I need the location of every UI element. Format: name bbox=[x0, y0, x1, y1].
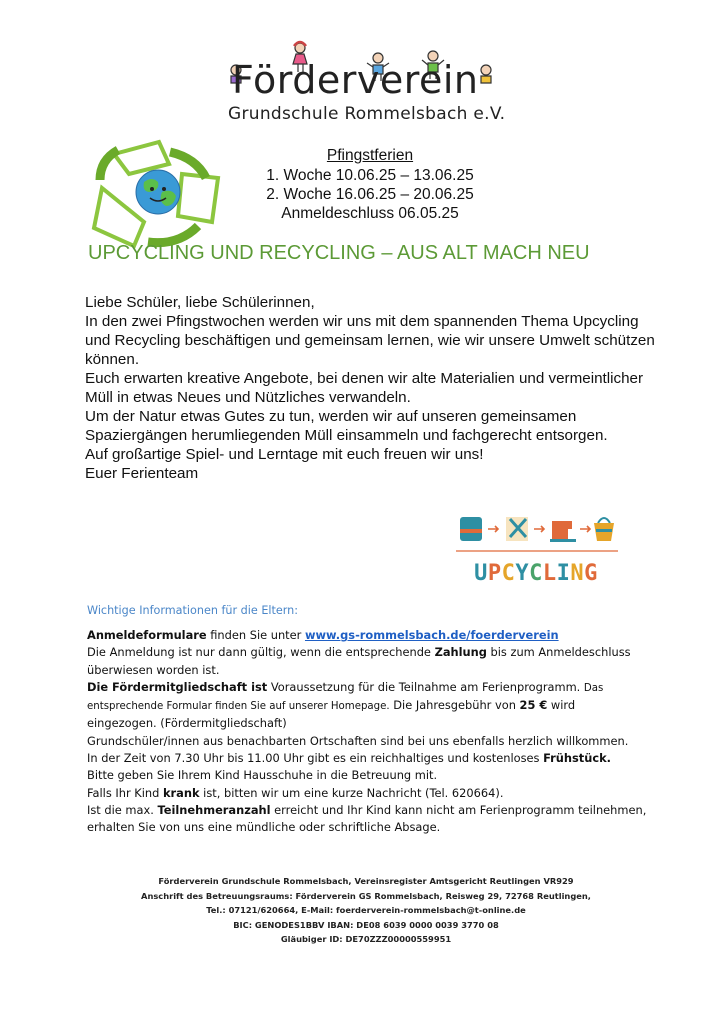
upcycling-letter: I bbox=[556, 561, 571, 586]
logo-title: Förderverein bbox=[232, 58, 479, 102]
letter-paragraph: Auf großartige Spiel- und Lerntage mit euch freuen wir uns! bbox=[85, 446, 484, 463]
footer-line: BIC: GENODES1BBV IBAN: DE08 6039 0000 0039 3770 08 bbox=[233, 919, 499, 930]
footer-line: Anschrift des Betreuungsraums: Förderverein GS Rommelsbach, Reisweg 29, 72768 Reutlingen, bbox=[141, 890, 591, 901]
info-line-neighbors: Grundschüler/innen aus benachbarten Ortschaften sind bei uns ebenfalls herzlich willkommen. bbox=[87, 733, 629, 748]
footer-line: Gläubiger ID: DE70ZZZ00000559951 bbox=[280, 934, 452, 945]
info-line-slippers: Bitte geben Sie Ihrem Kind Hausschuhe in die Betreuung mit. bbox=[87, 768, 438, 783]
sewing-machine-icon bbox=[550, 521, 576, 542]
upcycling-letter: P bbox=[487, 561, 502, 586]
info-line-registration: Anmeldeformulare finden Sie unter www.gs-rommelsbach.de/foerderverein bbox=[87, 628, 559, 642]
registration-link[interactable]: www.gs-rommelsbach.de/foerderverein bbox=[304, 628, 559, 642]
footer bbox=[100, 874, 632, 947]
upcycling-letter: Y bbox=[515, 561, 530, 586]
footer-line: Tel.: 07121/620664, E-Mail: foerderverein-rommelsbach@t-online.de bbox=[206, 905, 526, 916]
info-line-payment: Die Anmeldung ist nur dann gültig, wenn die entsprechende Zahlung bis zum Anmeldeschluss überwiesen worden ist. bbox=[87, 645, 631, 677]
letter-paragraph: Um der Natur etwas Gutes zu tun, werden wir auf unseren gemeinsamen Spaziergängen herumliegenden Müll einsammeln und fachgerecht entsorgen. bbox=[85, 408, 608, 444]
letter-paragraph: Euch erwarten kreative Angebote, bei denen wir alte Materialien und vermeintlicher Müll in etwas Neues und Nützliches verwandeln. bbox=[85, 370, 644, 406]
arrow-icon bbox=[488, 526, 498, 532]
letter-greeting: Liebe Schüler, liebe Schülerinnen, bbox=[85, 294, 315, 311]
info-line-capacity: Ist die max. Teilnehmeranzahl erreicht und Ihr Kind kann nicht am Ferienprogramm teilnehmen, erhalten Sie von uns eine mündliche oder schriftliche Absage. bbox=[87, 802, 647, 835]
info-line-membership: Die Fördermitgliedschaft ist Voraussetzung für die Teilnahme am Ferienprogramm. Das entsprechende Formular finden Sie auf unserer Homepage. Die Jahresgebühr von 25 € wird eingezogen. (Fördermitgliedschaft) bbox=[87, 679, 604, 731]
holiday-heading: Pfingstferien bbox=[326, 147, 414, 164]
upcycling-letter: G bbox=[584, 561, 598, 586]
letter-signoff: Euer Ferienteam bbox=[85, 465, 199, 482]
letter-body bbox=[85, 293, 655, 483]
footer-line: Förderverein Grundschule Rommelsbach, Vereinsregister Amtsgericht Reutlingen VR929 bbox=[158, 876, 574, 886]
upcycling-letter: U bbox=[474, 561, 488, 586]
letter-paragraph: In den zwei Pfingstwochen werden wir uns mit dem spannenden Thema Upcycling und Recycling beschäftigen und gemeinsam lernen, wie wir unsere Umwelt schützen können. bbox=[85, 313, 655, 368]
shirt-icon bbox=[460, 517, 482, 541]
arrow-icon bbox=[580, 526, 590, 532]
upcycling-letter: L bbox=[542, 561, 557, 586]
bag-icon bbox=[594, 518, 614, 541]
recycle-earth-icon bbox=[84, 134, 234, 250]
upcycling-letter: N bbox=[570, 561, 585, 586]
scissors-icon bbox=[506, 517, 528, 541]
upcycling-letter: C bbox=[529, 561, 543, 586]
info-heading: Wichtige Informationen für die Eltern: bbox=[87, 604, 299, 617]
info-section bbox=[87, 627, 647, 837]
main-heading: UPCYCLING UND RECYCLING – AUS ALT MACH NEU bbox=[88, 242, 590, 264]
holiday-week-2: 2. Woche 16.06.25 – 20.06.25 bbox=[266, 186, 474, 203]
info-line-sick: Falls Ihr Kind krank ist, bitten wir um eine kurze Nachricht (Tel. 620664). bbox=[87, 785, 504, 800]
logo-subtitle: Grundschule Rommelsbach e.V. bbox=[228, 104, 506, 124]
upcycling-letter: C bbox=[501, 561, 516, 586]
info-line-breakfast: In der Zeit von 7.30 Uhr bis 11.00 Uhr gibt es ein reichhaltiges und kostenloses Frühstück. bbox=[87, 751, 611, 766]
holiday-week-1: 1. Woche 10.06.25 – 13.06.25 bbox=[266, 167, 474, 184]
arrow-icon bbox=[534, 526, 544, 532]
registration-deadline: Anmeldeschluss 06.05.25 bbox=[281, 205, 459, 222]
upcycling-word bbox=[450, 561, 622, 586]
